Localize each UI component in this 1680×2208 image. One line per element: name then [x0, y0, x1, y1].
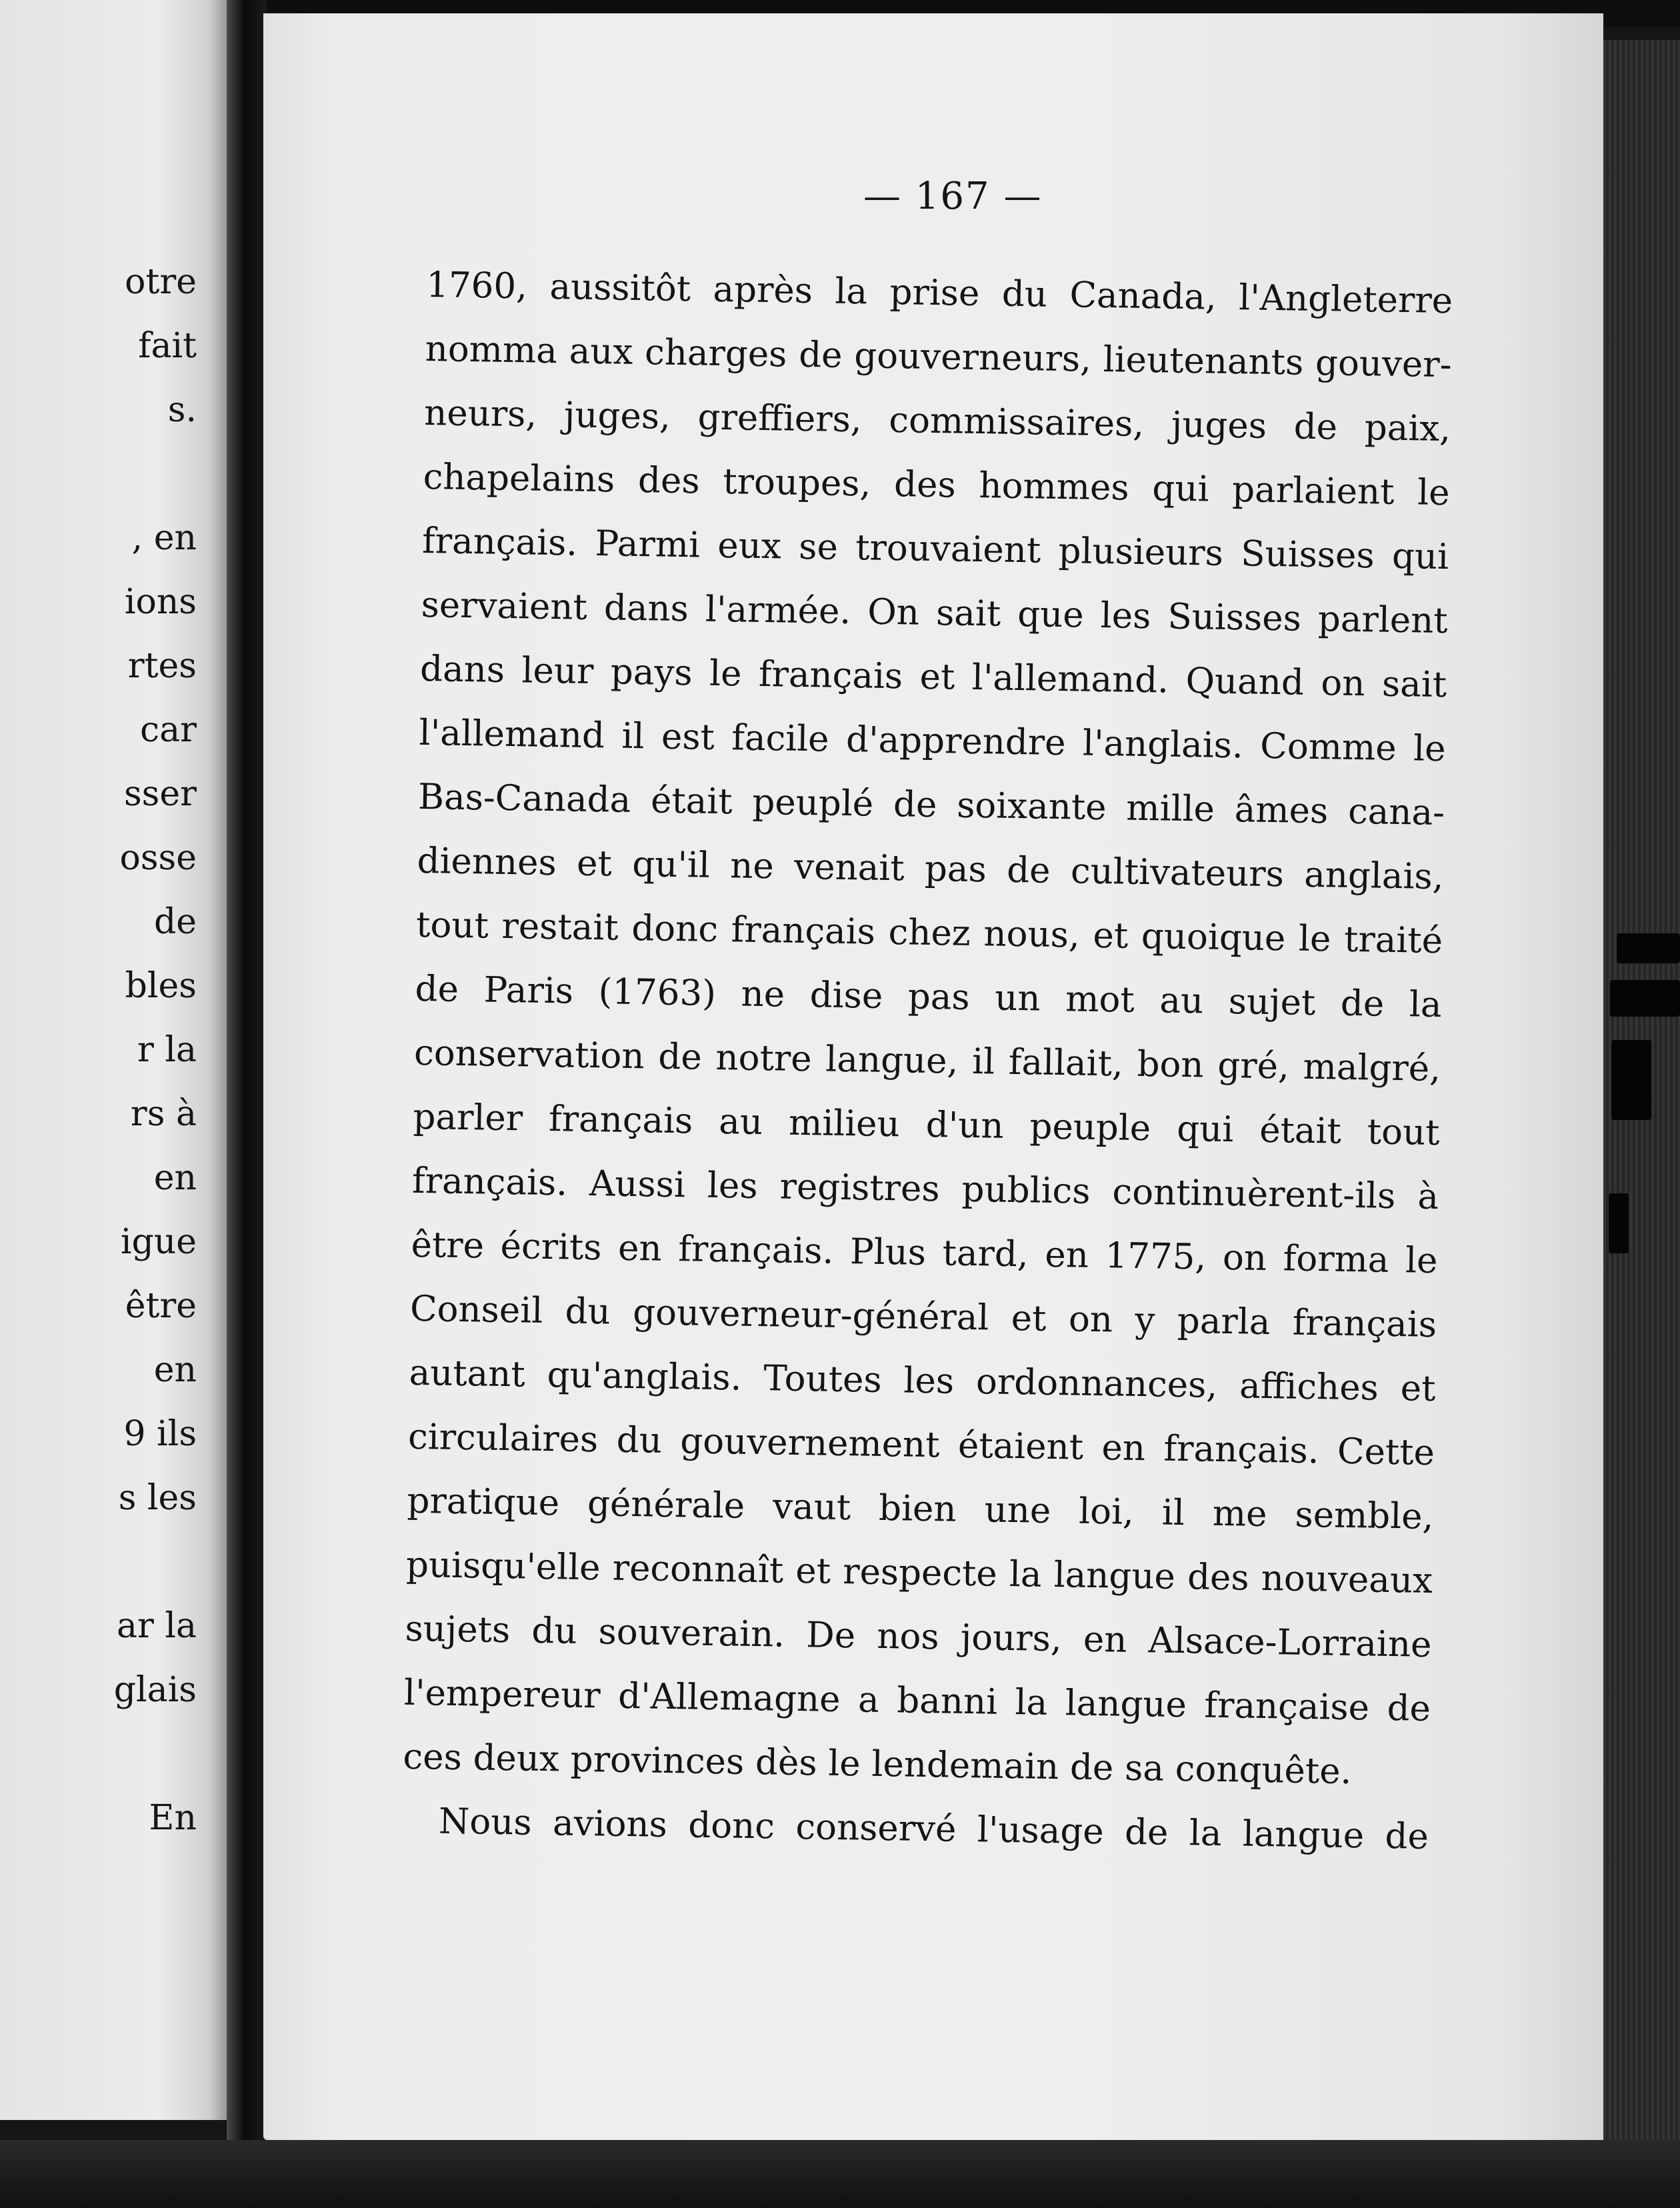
facing-page-fragment: rs à — [130, 1094, 197, 1134]
facing-page-fragment: fait — [138, 326, 197, 366]
facing-page-fragment: En — [149, 1798, 197, 1838]
text-line: servaient dans l'armée. On sait que les Suisses parlent — [421, 584, 1449, 642]
facing-page-fragment: ar la — [116, 1606, 197, 1646]
book-gutter — [227, 0, 267, 2208]
facing-page-left — [0, 0, 227, 2120]
text-line: autant qu'anglais. Toutes les ordonnances, affiches et — [409, 1352, 1436, 1409]
facing-page-fragment: 9 ils — [123, 1414, 197, 1454]
stack-ink-mark — [1611, 1040, 1651, 1120]
facing-page-fragment — [10, 1530, 197, 1594]
facing-page-fragment: igue — [120, 1222, 197, 1262]
text-line: dans leur pays le français et l'allemand. Quand on sait — [419, 648, 1447, 706]
text-line: parler français au milieu d'un peuple qui était tout — [413, 1096, 1440, 1154]
scan-bottom-edge — [0, 2140, 1680, 2208]
text-line: l'empereur d'Allemagne a banni la langue française de — [403, 1672, 1431, 1729]
facing-page-fragment: otre — [125, 262, 197, 302]
stack-ink-mark — [1610, 980, 1680, 1017]
text-line: nomma aux charges de gouverneurs, lieutenants gouver- — [425, 328, 1453, 386]
facing-page-fragment: , en — [131, 518, 197, 558]
facing-page-fragment: être — [125, 1286, 197, 1326]
facing-page-fragment: ions — [124, 582, 197, 622]
text-line: Conseil du gouverneur-général et on y parla français — [409, 1288, 1437, 1345]
text-line: français. Parmi eux se trouvaient plusieurs Suisses qui — [421, 520, 1449, 578]
body-text — [401, 253, 1453, 1869]
facing-page-fragment: rtes — [127, 646, 197, 686]
facing-page-fragment: osse — [119, 838, 197, 878]
facing-page-fragment: glais — [113, 1670, 197, 1710]
text-line: français. Aussi les registres publics continuèrent-ils à — [411, 1160, 1439, 1218]
text-line: Nous avions donc conservé l'usage de la langue de — [438, 1801, 1429, 1857]
facing-page-fragment: en — [153, 1350, 197, 1390]
facing-page-fragment: bles — [125, 966, 197, 1006]
facing-page-fragment — [10, 442, 197, 506]
text-line: être écrits en français. Plus tard, en 1775, on forma le — [411, 1224, 1438, 1282]
text-line: neurs, juges, greffiers, commissaires, juges de paix, — [423, 392, 1451, 450]
stack-ink-mark — [1617, 933, 1680, 963]
facing-page-fragment: sser — [123, 774, 197, 814]
page-edge-stack — [1603, 40, 1680, 2208]
facing-page-fragment: de — [153, 902, 197, 942]
text-line: 1760, aussitôt après la prise du Canada, l'Angleterre — [425, 264, 1453, 322]
facing-page-fragment — [10, 1722, 197, 1786]
facing-page-fragment: en — [153, 1158, 197, 1198]
text-line: pratique générale vaut bien une loi, il me semble, — [407, 1480, 1434, 1537]
text-line: diennes et qu'il ne venait pas de cultivateurs anglais, — [417, 840, 1444, 898]
text-line: sujets du souverain. De nos jours, en Alsace-Lorraine — [405, 1608, 1432, 1665]
facing-page-fragment: s. — [167, 390, 197, 430]
facing-page-fragment: s les — [118, 1478, 197, 1518]
text-line: chapelains des troupes, des hommes qui parlaient le — [423, 456, 1451, 514]
facing-page-fragment: r la — [137, 1030, 197, 1070]
text-line: ces deux provinces dès le lendemain de sa conquête. — [403, 1736, 1352, 1793]
text-line: de Paris (1763) ne dise pas un mot au sujet de la — [415, 968, 1442, 1026]
stack-ink-mark — [1609, 1193, 1629, 1253]
text-line: tout restait donc français chez nous, et quoique le traité — [415, 904, 1443, 962]
text-line: l'allemand il est facile d'apprendre l'anglais. Comme le — [419, 712, 1446, 770]
text-line: puisqu'elle reconnaît et respecte la langue des nouveaux — [405, 1544, 1433, 1601]
facing-page-text-fragments — [10, 250, 197, 1850]
facing-page-fragment: car — [140, 710, 197, 750]
text-line: circulaires du gouvernement étaient en français. Cette — [407, 1416, 1435, 1473]
text-line: Bas-Canada était peuplé de soixante mille âmes cana- — [417, 776, 1445, 834]
text-line: conservation de notre langue, il fallait, bon gré, malgré, — [413, 1032, 1441, 1090]
page-number: — 167 — — [863, 175, 1043, 218]
